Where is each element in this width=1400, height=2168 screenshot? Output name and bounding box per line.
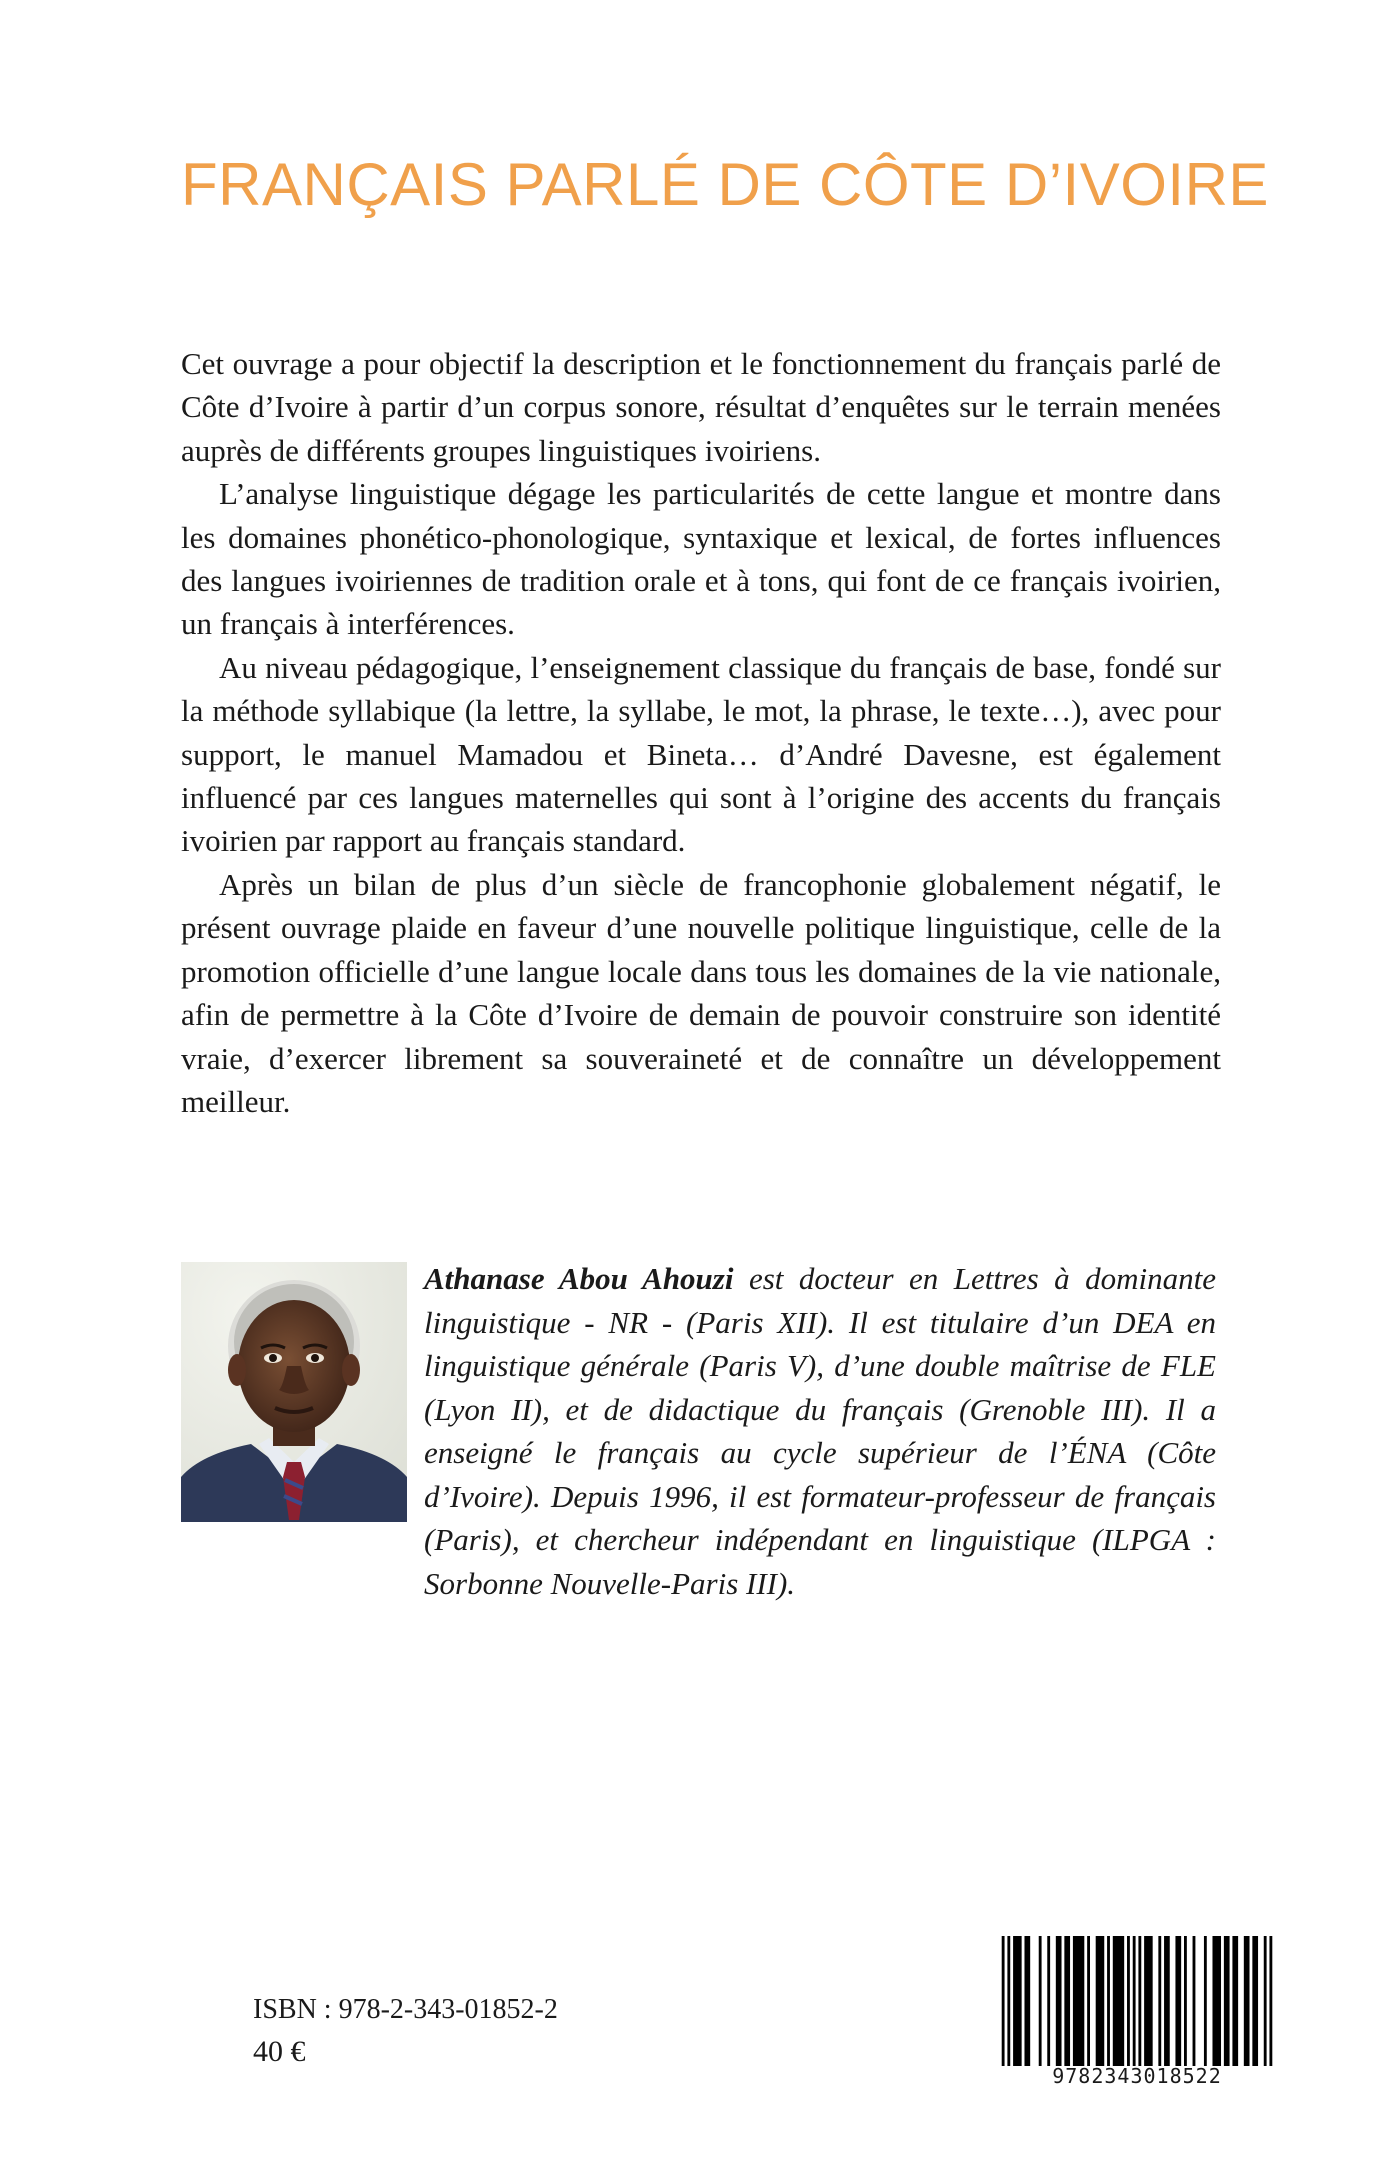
isbn: ISBN : 978-2-343-01852-2 — [253, 1994, 558, 2025]
barcode-bar — [1107, 1936, 1110, 2066]
barcode-bar — [1175, 1936, 1181, 2066]
author-photo — [181, 1262, 407, 1522]
author-name: Athanase Abou Ahouzi — [424, 1261, 734, 1296]
barcode-bar — [1224, 1936, 1230, 2066]
barcode-bar — [1164, 1936, 1170, 2066]
barcode-bar — [1064, 1936, 1070, 2066]
barcode-bar — [1127, 1936, 1130, 2066]
barcode-bar — [1269, 1936, 1272, 2066]
book-title: FRANÇAIS PARLÉ DE CÔTE D’IVOIRE — [181, 151, 1269, 218]
barcode-bar — [1024, 1936, 1030, 2066]
barcode-bar — [1133, 1936, 1136, 2066]
barcode-bar — [1158, 1936, 1161, 2066]
barcode-bar — [1184, 1936, 1187, 2066]
barcode-bar — [1096, 1936, 1105, 2066]
barcode-bar — [1047, 1936, 1050, 2066]
barcode-bar — [1212, 1936, 1221, 2066]
barcode-bar — [1113, 1936, 1124, 2066]
barcode — [996, 1936, 1278, 2100]
barcode-bar — [1144, 1936, 1153, 2066]
barcode-bar — [1138, 1936, 1141, 2066]
summary-paragraph-2: L’analyse linguistique dégage les particularités de cette langue et montre dans les domaines phonético-phonologique, syntaxique et lexical, de fortes influences des langues ivoiriennes de tradition orale et à tons, qui font de ce français ivoirien, un français à interférences. — [181, 476, 1221, 642]
barcode-bar — [1244, 1936, 1250, 2066]
barcode-bar — [1204, 1936, 1207, 2066]
barcode-bar — [1193, 1936, 1196, 2066]
barcode-bar — [1007, 1936, 1010, 2066]
barcode-digits: 9782343018522 — [1052, 2064, 1222, 2088]
author-bio — [424, 1257, 1216, 1605]
barcode-bar — [1002, 1936, 1005, 2066]
barcode-bar — [1252, 1936, 1258, 2066]
barcode-bar — [1087, 1936, 1090, 2066]
summary-paragraph-4: Après un bilan de plus d’un siècle de francophonie globalement négatif, le présent ouvrage plaide en faveur d’une nouvelle politique linguistique, celle de la promotion officielle d’une langue locale dans tous les domaines de la vie nationale, afin de permettre à la Côte d’Ivoire de demain de pouvoir construire son identité vraie, d’exercer librement sa souveraineté et de connaître un développement meilleur. — [181, 866, 1221, 1119]
book-summary — [181, 342, 1221, 1123]
barcode-bar — [1056, 1936, 1062, 2066]
price: 40 € — [253, 2035, 306, 2068]
summary-paragraph-1: Cet ouvrage a pour objectif la description et le fonctionnement du français parlé de Côte d’Ivoire à partir d’un corpus sonore, résultat d’enquêtes sur le terrain menées auprès de différents groupes linguistiques ivoiriens. — [181, 346, 1221, 468]
author-bio-text: est docteur en Lettres à dominante linguistique - NR - (Paris XII). Il est titulaire d’un DEA en linguistique générale (Paris V), d’une double maîtrise de FLE (Lyon II), et de didactique du français (Grenoble III). Il a enseigné le français au cycle supérieur de l’ÉNA (Côte d’Ivoire). Depuis 1996, il est formateur-professeur de français (Paris), et chercheur indépendant en linguistique (ILPGA : Sorbonne Nouvelle-Paris III). — [424, 1261, 1216, 1601]
summary-paragraph-3: Au niveau pédagogique, l’enseignement classique du français de base, fondé sur la méthode syllabique (la lettre, la syllabe, le mot, la phrase, le texte…), avec pour support, le manuel Mamadou et Bineta… d’André Davesne, est également influencé par ces langues maternelles qui sont à l’origine des accents du français ivoirien par rapport au français standard. — [181, 649, 1221, 859]
barcode-bar — [1039, 1936, 1042, 2066]
barcode-bar — [1073, 1936, 1084, 2066]
barcode-bar — [1232, 1936, 1238, 2066]
barcode-bar — [1013, 1936, 1022, 2066]
barcode-bars — [996, 1936, 1278, 2066]
barcode-bar — [1264, 1936, 1267, 2066]
